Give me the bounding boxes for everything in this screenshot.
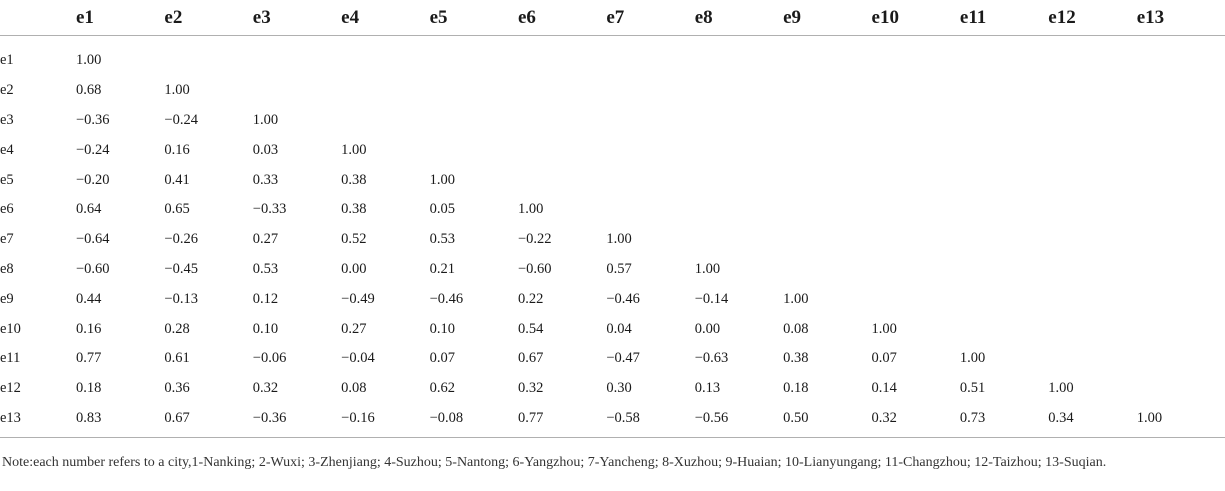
- table-cell: 0.77: [517, 409, 544, 426]
- table-cell: 0.10: [429, 320, 455, 337]
- table-cell: 0.53: [429, 231, 455, 248]
- table-cell: 1.00: [164, 82, 190, 99]
- column-header: e5: [429, 6, 448, 28]
- table-cell: [1137, 314, 1225, 344]
- table-cell: [1048, 135, 1136, 165]
- table-cell: 0.41: [164, 171, 190, 188]
- table-cell: 1.00: [76, 52, 102, 69]
- table-row: [0, 165, 1225, 195]
- table-row: [0, 76, 1225, 106]
- table-cell: −0.08: [429, 409, 464, 426]
- table-cell: 0.51: [959, 380, 986, 397]
- table-cell: [164, 36, 252, 76]
- table-cell: 0.32: [517, 380, 544, 397]
- table-cell: [430, 76, 518, 106]
- table-cell: 0.57: [606, 260, 632, 277]
- table-cell: 0.67: [517, 350, 544, 367]
- column-header: e10: [871, 6, 899, 28]
- table-row: [0, 374, 1225, 404]
- row-label: e5: [0, 171, 14, 188]
- table-cell: [695, 225, 783, 255]
- table-cell: 0.14: [871, 380, 897, 397]
- table-cell: 1.00: [871, 320, 897, 337]
- table-cell: 0.13: [694, 380, 721, 397]
- table-cell: 0.33: [252, 171, 279, 188]
- table-cell: −0.36: [76, 111, 110, 128]
- table-cell: [783, 135, 871, 165]
- table-cell: [1137, 195, 1225, 225]
- table-cell: [960, 165, 1048, 195]
- table-cell: [872, 165, 960, 195]
- table-cell: 0.68: [76, 82, 102, 99]
- table-cell: [1048, 284, 1136, 314]
- row-label: e9: [0, 290, 14, 307]
- table-cell: [430, 106, 518, 136]
- table-cell: 0.28: [164, 320, 190, 337]
- row-label: e2: [0, 82, 14, 99]
- column-header: e8: [694, 6, 713, 28]
- table-cell: [1137, 165, 1225, 195]
- column-header: e2: [164, 6, 183, 28]
- table-cell: [872, 255, 960, 285]
- table-cell: [1137, 76, 1225, 106]
- table-cell: [606, 36, 694, 76]
- table-cell: [960, 255, 1048, 285]
- table-cell: −0.56: [694, 409, 729, 426]
- table-cell: [695, 165, 783, 195]
- header-cell-corner: [0, 0, 76, 36]
- table-header: [0, 0, 1225, 36]
- table-cell: 1.00: [783, 290, 809, 307]
- table-note: Note:each number refers to a city,1-Nanking; 2-Wuxi; 3-Zhenjiang; 4-Suzhou; 5-Nantong; 6-Yangzhou; 7-Yancheng; 8-Xuzhou; 9-Huaian; 10-Lianyungang; 11-Changzhou; 12-Taizhou; 13-Suqian.: [2, 455, 1107, 470]
- table-cell: [960, 314, 1048, 344]
- table-cell: [606, 135, 694, 165]
- column-header: e4: [341, 6, 360, 28]
- column-header: e3: [252, 6, 271, 28]
- table-cell: 0.83: [76, 409, 102, 426]
- table-cell: [606, 195, 694, 225]
- table-cell: [960, 36, 1048, 76]
- row-label: e13: [0, 409, 21, 426]
- table-cell: −0.04: [341, 350, 375, 367]
- table-cell: [783, 106, 871, 136]
- table-cell: [783, 36, 871, 76]
- table-cell: 0.53: [252, 260, 279, 277]
- row-label: e8: [0, 260, 14, 277]
- table-cell: [1137, 284, 1225, 314]
- table-cell: −0.58: [606, 409, 640, 426]
- table-cell: 1.00: [1048, 380, 1074, 397]
- table-cell: [960, 76, 1048, 106]
- table-row: [0, 284, 1225, 314]
- table-cell: 0.30: [606, 380, 632, 397]
- table-row: [0, 36, 1225, 76]
- table-cell: 0.27: [252, 231, 279, 248]
- table-cell: [1048, 255, 1136, 285]
- table-cell: [430, 135, 518, 165]
- table-cell: [518, 165, 606, 195]
- table-cell: [695, 106, 783, 136]
- table-cell: 0.64: [76, 201, 102, 218]
- table-cell: −0.49: [341, 290, 375, 307]
- table-cell: [1048, 106, 1136, 136]
- table-cell: [253, 76, 341, 106]
- table-cell: −0.64: [76, 231, 110, 248]
- table-cell: [872, 76, 960, 106]
- table-cell: −0.60: [517, 260, 552, 277]
- table-cell: [960, 106, 1048, 136]
- table-row: [0, 195, 1225, 225]
- table-cell: 0.38: [783, 350, 809, 367]
- table-cell: 0.38: [341, 171, 367, 188]
- row-label: e1: [0, 52, 14, 69]
- table-cell: −0.45: [164, 260, 198, 277]
- table-cell: [1137, 135, 1225, 165]
- table-cell: 0.16: [164, 141, 190, 158]
- table-cell: [518, 36, 606, 76]
- table-cell: [1048, 314, 1136, 344]
- row-label: e11: [0, 350, 21, 367]
- table-cell: [960, 225, 1048, 255]
- table-cell: 0.34: [1048, 409, 1074, 426]
- table-cell: −0.36: [252, 409, 287, 426]
- table-cell: 0.18: [783, 380, 809, 397]
- table-cell: [430, 36, 518, 76]
- column-header: e11: [959, 6, 987, 28]
- table-cell: [341, 76, 429, 106]
- table-cell: [606, 106, 694, 136]
- table-cell: [253, 36, 341, 76]
- table-cell: 0.54: [517, 320, 544, 337]
- row-label: e10: [0, 320, 21, 337]
- table-cell: [1048, 344, 1136, 374]
- table-cell: −0.24: [76, 141, 110, 158]
- table-cell: −0.06: [252, 350, 287, 367]
- table-cell: [783, 76, 871, 106]
- table-cell: 0.38: [341, 201, 367, 218]
- table-cell: 1.00: [252, 111, 279, 128]
- table-cell: 0.10: [252, 320, 279, 337]
- table-row: [0, 255, 1225, 285]
- table-cell: 0.50: [783, 409, 809, 426]
- table-cell: [606, 165, 694, 195]
- table-cell: [783, 195, 871, 225]
- table-cell: [1137, 225, 1225, 255]
- column-header: e13: [1136, 6, 1165, 28]
- table-cell: 0.07: [871, 350, 897, 367]
- row-label: e6: [0, 201, 14, 218]
- table-cell: [1137, 374, 1225, 404]
- table-cell: [341, 106, 429, 136]
- table-cell: −0.24: [164, 111, 198, 128]
- table-cell: 0.04: [606, 320, 632, 337]
- table-cell: 0.32: [871, 409, 897, 426]
- table-row: [0, 106, 1225, 136]
- table-cell: [1048, 76, 1136, 106]
- table-cell: [518, 135, 606, 165]
- table-cell: 0.67: [164, 409, 190, 426]
- column-header: e9: [783, 6, 802, 28]
- table-cell: [695, 36, 783, 76]
- table-row: [0, 225, 1225, 255]
- table-cell: 0.77: [76, 350, 102, 367]
- table-cell: 0.21: [429, 260, 455, 277]
- table-cell: 1.00: [429, 171, 455, 188]
- table-cell: −0.47: [606, 350, 640, 367]
- table-cell: [1048, 36, 1136, 76]
- table-body: [0, 36, 1225, 438]
- table-cell: [872, 36, 960, 76]
- table-cell: −0.46: [606, 290, 640, 307]
- table-cell: [872, 106, 960, 136]
- table-cell: [1048, 195, 1136, 225]
- table-cell: [960, 135, 1048, 165]
- table-cell: [1137, 36, 1225, 76]
- table-cell: 0.32: [252, 380, 279, 397]
- table-cell: 0.00: [341, 260, 367, 277]
- table-cell: −0.14: [694, 290, 729, 307]
- table-cell: −0.13: [164, 290, 198, 307]
- table-row: [0, 404, 1225, 438]
- row-label: e3: [0, 111, 14, 128]
- column-header: e12: [1048, 6, 1076, 28]
- table-cell: 1.00: [606, 231, 632, 248]
- table-cell: 0.05: [429, 201, 455, 218]
- column-header: e7: [606, 6, 625, 28]
- table-cell: [695, 195, 783, 225]
- column-header: e6: [517, 6, 536, 28]
- table-cell: 0.73: [959, 409, 986, 426]
- table-cell: [1137, 344, 1225, 374]
- table-cell: 0.08: [341, 380, 367, 397]
- table-cell: [783, 255, 871, 285]
- table-cell: 0.65: [164, 201, 190, 218]
- table-cell: 0.36: [164, 380, 190, 397]
- table-cell: 0.27: [341, 320, 367, 337]
- row-label: e4: [0, 141, 14, 158]
- table-cell: 0.52: [341, 231, 367, 248]
- table-cell: −0.16: [341, 409, 375, 426]
- table-cell: 0.18: [76, 380, 102, 397]
- table-cell: [783, 225, 871, 255]
- table-cell: 0.08: [783, 320, 809, 337]
- table-cell: −0.46: [429, 290, 464, 307]
- table-cell: −0.33: [252, 201, 287, 218]
- table-cell: [695, 135, 783, 165]
- table-cell: −0.26: [164, 231, 198, 248]
- table-cell: 0.62: [429, 380, 455, 397]
- table-cell: [695, 76, 783, 106]
- table-cell: [872, 135, 960, 165]
- table-row: [0, 344, 1225, 374]
- table-cell: 1.00: [1136, 409, 1163, 426]
- table-cell: [1048, 225, 1136, 255]
- table-cell: [1137, 255, 1225, 285]
- table-cell: 1.00: [341, 141, 367, 158]
- table-cell: [606, 76, 694, 106]
- table-cell: [1137, 106, 1225, 136]
- table-cell: [1048, 165, 1136, 195]
- table-cell: 1.00: [517, 201, 544, 218]
- table-cell: [960, 284, 1048, 314]
- table-cell: −0.20: [76, 171, 110, 188]
- table-cell: [783, 165, 871, 195]
- table-cell: 0.16: [76, 320, 102, 337]
- table-cell: 0.07: [429, 350, 455, 367]
- table-cell: 0.44: [76, 290, 102, 307]
- row-label: e12: [0, 380, 21, 397]
- table-cell: 0.00: [694, 320, 721, 337]
- table-cell: [872, 284, 960, 314]
- row-label: e7: [0, 231, 14, 248]
- table-cell: 0.03: [252, 141, 279, 158]
- table-cell: −0.63: [694, 350, 729, 367]
- table-cell: [341, 36, 429, 76]
- table-cell: [960, 195, 1048, 225]
- table-cell: −0.60: [76, 260, 110, 277]
- table-row: [0, 314, 1225, 344]
- table-cell: [518, 76, 606, 106]
- table-cell: [518, 106, 606, 136]
- table-cell: 0.61: [164, 350, 190, 367]
- table-cell: 0.22: [517, 290, 544, 307]
- table-row: [0, 135, 1225, 165]
- table-cell: [872, 225, 960, 255]
- table-cell: 1.00: [694, 260, 721, 277]
- column-header: e1: [76, 6, 94, 28]
- table-cell: −0.22: [517, 231, 552, 248]
- table-cell: 0.12: [252, 290, 279, 307]
- table-cell: 1.00: [959, 350, 986, 367]
- table-cell: [872, 195, 960, 225]
